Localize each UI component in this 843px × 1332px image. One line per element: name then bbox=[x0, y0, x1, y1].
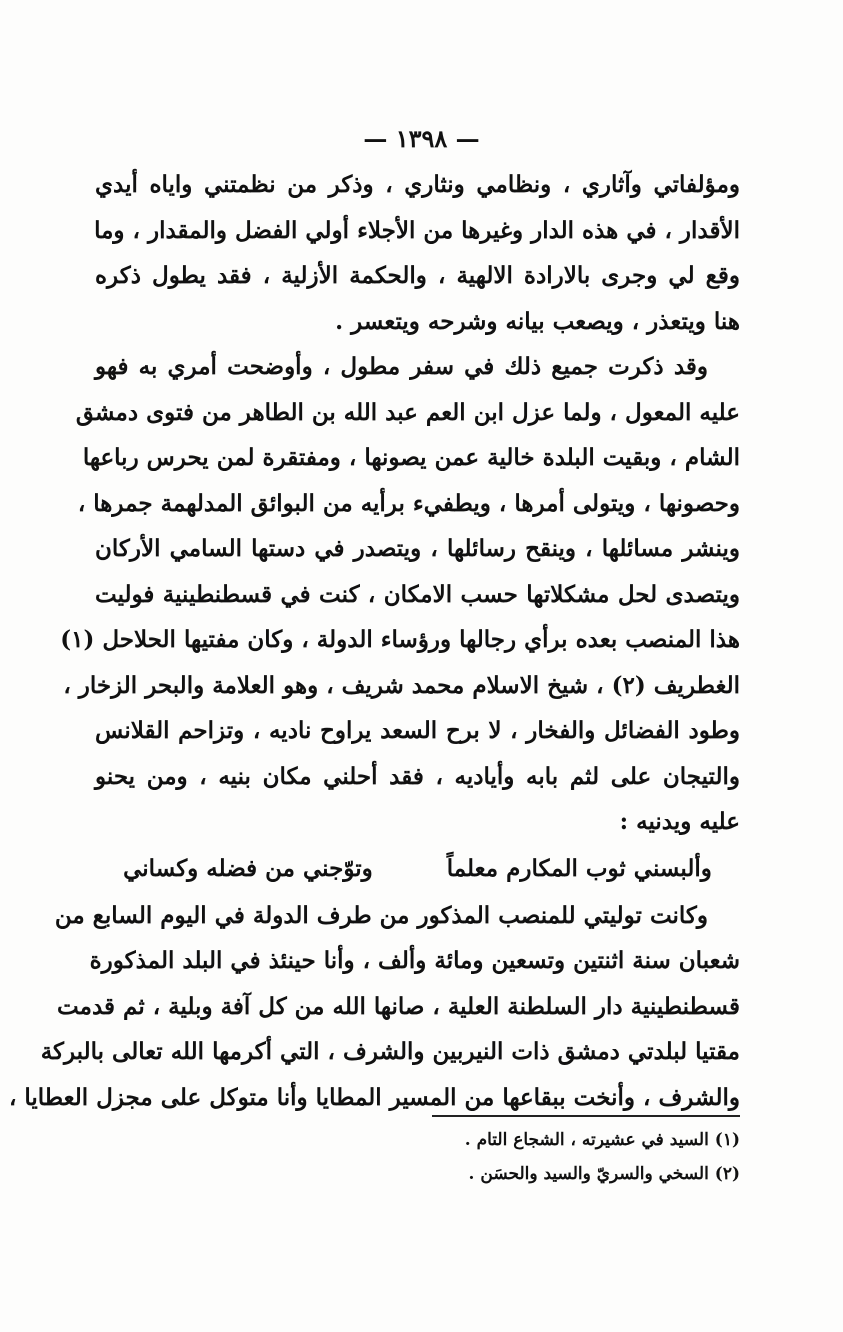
text-line: وكانت توليتي للمنصب المذكور من طرف الدولة في اليوم السابع من bbox=[54, 901, 708, 929]
text-line: وحصونها ، ويتولى أمرها ، ويطفيء برأيه من البوائق المدلهمة جمرها ، bbox=[77, 489, 740, 517]
poetry-verse bbox=[95, 845, 740, 893]
text-line: هنا ويتعذر ، ويصعب بيانه وشرحه ويتعسر . bbox=[335, 307, 740, 335]
text-line: مقتيا لبلدتي دمشق ذات النيربين والشرف ، التي أكرمها الله تعالى بالبركة bbox=[40, 1038, 740, 1065]
footnote-2: (٢) السخي والسريّ والسيد والحسَن . bbox=[468, 1164, 740, 1184]
main-text-block bbox=[8, 162, 740, 1120]
footnote-1: (١) السيد في عشيرته ، الشجاع التام . bbox=[464, 1130, 740, 1150]
text-line: وقد ذكرت جميع ذلك في سفر مطول ، وأوضحت أمري به فهو bbox=[95, 353, 708, 380]
text-line: وقع لي وجرى بالارادة الالهية ، والحكمة الأزلية ، فقد يطول ذكره bbox=[95, 262, 740, 289]
text-line: والتيجان على لثم بابه وأياديه ، فقد أحلني مكان بنيه ، ومن يحنو bbox=[95, 762, 740, 790]
text-line: هذا المنصب بعده برأي رجالها ورؤساء الدولة ، وكان مفتيها الحلاحل (١) bbox=[60, 626, 740, 653]
text-line: وطود الفضائل والفخار ، لا برح السعد يراوح ناديه ، وتزاحم القلانس bbox=[95, 717, 740, 744]
text-line: ويتصدى لحل مشكلاتها حسب الامكان ، كنت في قسطنطينية فوليت bbox=[95, 580, 740, 608]
text-line: عليه المعول ، ولما عزل ابن العم عبد الله بن الطاهر من فتوى دمشق bbox=[75, 398, 740, 426]
page-number: — ١٣٩٨ — bbox=[363, 124, 480, 153]
text-line: عليه ويدنيه : bbox=[619, 808, 740, 835]
text-line: وينشر مسائلها ، وينقح رسائلها ، ويتصدر في دستها السامي الأركان bbox=[95, 535, 740, 562]
footnotes bbox=[400, 1123, 740, 1191]
text-line: ومؤلفاتي وآثاري ، ونظامي ونثاري ، وذكر من نظمتني واياه أيدي bbox=[95, 171, 740, 198]
text-line: الأقدار ، في هذه الدار وغيرها من الأجلاء أولي الفضل والمقدار ، وما bbox=[94, 216, 740, 244]
verse-first-hemistich: وألبسني ثوب المكارم معلماً bbox=[446, 854, 712, 882]
text-line: شعبان سنة اثنتين وتسعين ومائة وألف ، وأنا حينئذ في البلد المذكورة bbox=[89, 947, 740, 974]
text-line: والشرف ، وأنخت ببقاعها من المسير المطايا وأنا متوكل على مجزل العطايا ، bbox=[8, 1083, 740, 1111]
verse-second-hemistich: وتوّجني من فضله وكساني bbox=[123, 854, 373, 882]
text-line: قسطنطينية دار السلطنة العلية ، صانها الله من كل آفة وبلية ، ثم قدمت bbox=[57, 992, 740, 1020]
text-line: الغطريف (٢) ، شيخ الاسلام محمد شريف ، وهو العلامة والبحر الزخار ، bbox=[63, 671, 740, 699]
footnote-divider bbox=[432, 1115, 740, 1117]
text-line: الشام ، وبقيت البلدة خالية عمن يصونها ، ومفتقرة لمن يحرس رباعها bbox=[82, 444, 740, 471]
